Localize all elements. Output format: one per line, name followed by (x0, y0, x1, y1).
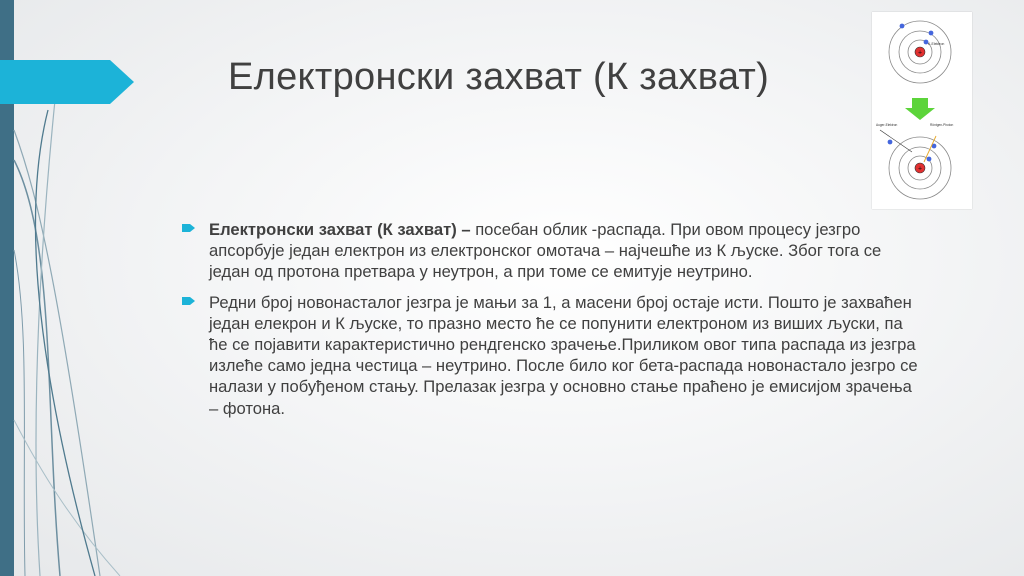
arrow-bullet-icon (182, 223, 196, 233)
nucleus-plus-top: + (917, 49, 923, 57)
bullet-2-text: Редни број новонасталог језгра је мањи за 1, а масени број остаје исти. Пошто је захваћен један елекрон и К љуске, то празно место ће се попунити електроном из виших љуски, па ће се појавити карактеристично рендгенско зрачење.Приликом овог типа распада из језгра излеће само једна честица – неутрино. После било ког бета-распада новонастало језгро се налази у побуђеном стању. Прелазак језгра у основно стање праћено је емисијом зрачења – фотона. (209, 292, 918, 418)
atom-diagram-image (872, 12, 972, 209)
bullet-list (182, 219, 922, 428)
slide-title: Електронски захват (К захват) (228, 56, 770, 98)
bullet-1-text: посебан облик -распада. При овом процесу језгро апсорбује један електрон из електронског омотача – најчешће из К љуске. Због тога се један од протона претвара у неутрон, а при томе се емитује неутрино. (209, 220, 882, 282)
auger-electron-label: Auger-Elektron (876, 123, 898, 127)
bullet-1-bold: Електронски захват (К захват) – (209, 220, 471, 239)
arrow-bullet-icon (182, 296, 196, 306)
bullet-item-1 (182, 219, 922, 283)
x-ray-photon-label: Röntgen-Photon (930, 123, 954, 127)
nucleus-plus-bottom: + (917, 165, 923, 173)
k-electron-label: K-Elektron (928, 42, 945, 46)
bullet-item-2 (182, 292, 922, 419)
title-accent-arrow (0, 0, 140, 110)
electron-capture-diagram (872, 12, 972, 209)
